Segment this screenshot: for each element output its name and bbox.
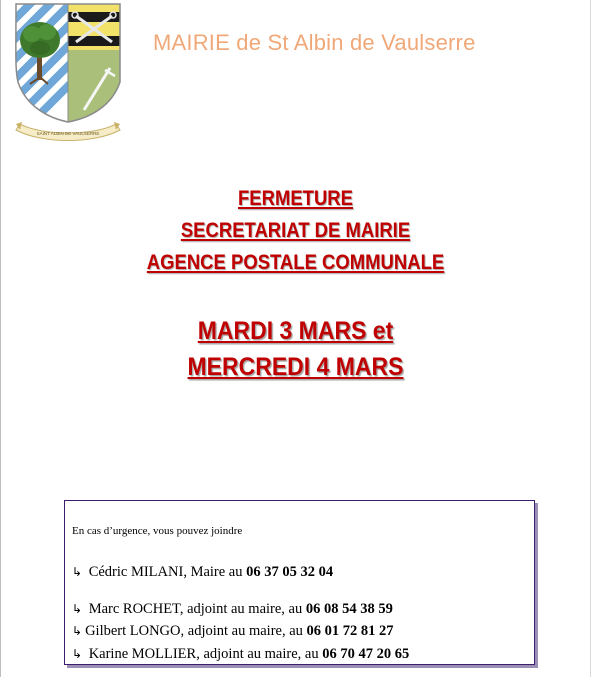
closure-dates: [0, 313, 591, 385]
contact-deputy-rochet: [72, 601, 393, 618]
hook-arrow-icon: ↳: [72, 602, 83, 616]
contact-label: Marc ROCHET, adjoint au maire, au: [85, 601, 306, 617]
contact-phone: 06 01 72 81 27: [306, 623, 394, 639]
heading-line-postal-agency: AGENCE POSTALE COMMUNALE: [146, 251, 445, 274]
hook-arrow-icon: ↳: [72, 565, 83, 579]
contact-mayor: [72, 564, 333, 581]
contact-deputy-longo: [72, 623, 394, 640]
contact-label: Karine MOLLIER, adjoint au maire, au: [85, 646, 323, 662]
town-hall-title: MAIRIE de St Albin de Vaulserre: [153, 30, 476, 55]
emergency-contacts-box: [64, 500, 535, 665]
contact-phone: 06 70 47 20 65: [322, 646, 410, 662]
coat-of-arms-icon: [12, 2, 124, 142]
contact-label: Cédric MILANI, Maire au: [85, 564, 247, 580]
closure-heading: [0, 183, 591, 279]
date-line-wednesday: MERCREDI 4 MARS: [187, 353, 404, 381]
hook-arrow-icon: ↳: [72, 624, 83, 638]
date-line-tuesday: MARDI 3 MARS et: [197, 317, 394, 345]
contact-label: Gilbert LONGO, adjoint au maire, au: [85, 623, 307, 639]
heading-line-closure: FERMETURE: [237, 187, 353, 210]
svg-text:SAINT ALBIN DE VAULSERRE: SAINT ALBIN DE VAULSERRE: [36, 131, 100, 136]
contact-deputy-mollier: [72, 646, 409, 663]
contact-phone: 06 37 05 32 04: [246, 564, 334, 580]
emergency-intro: En cas d’urgence, vous pouvez joindre: [72, 525, 243, 537]
hook-arrow-icon: ↳: [72, 647, 83, 661]
contact-phone: 06 08 54 38 59: [305, 601, 393, 617]
heading-line-secretariat: SECRETARIAT DE MAIRIE: [180, 219, 411, 242]
